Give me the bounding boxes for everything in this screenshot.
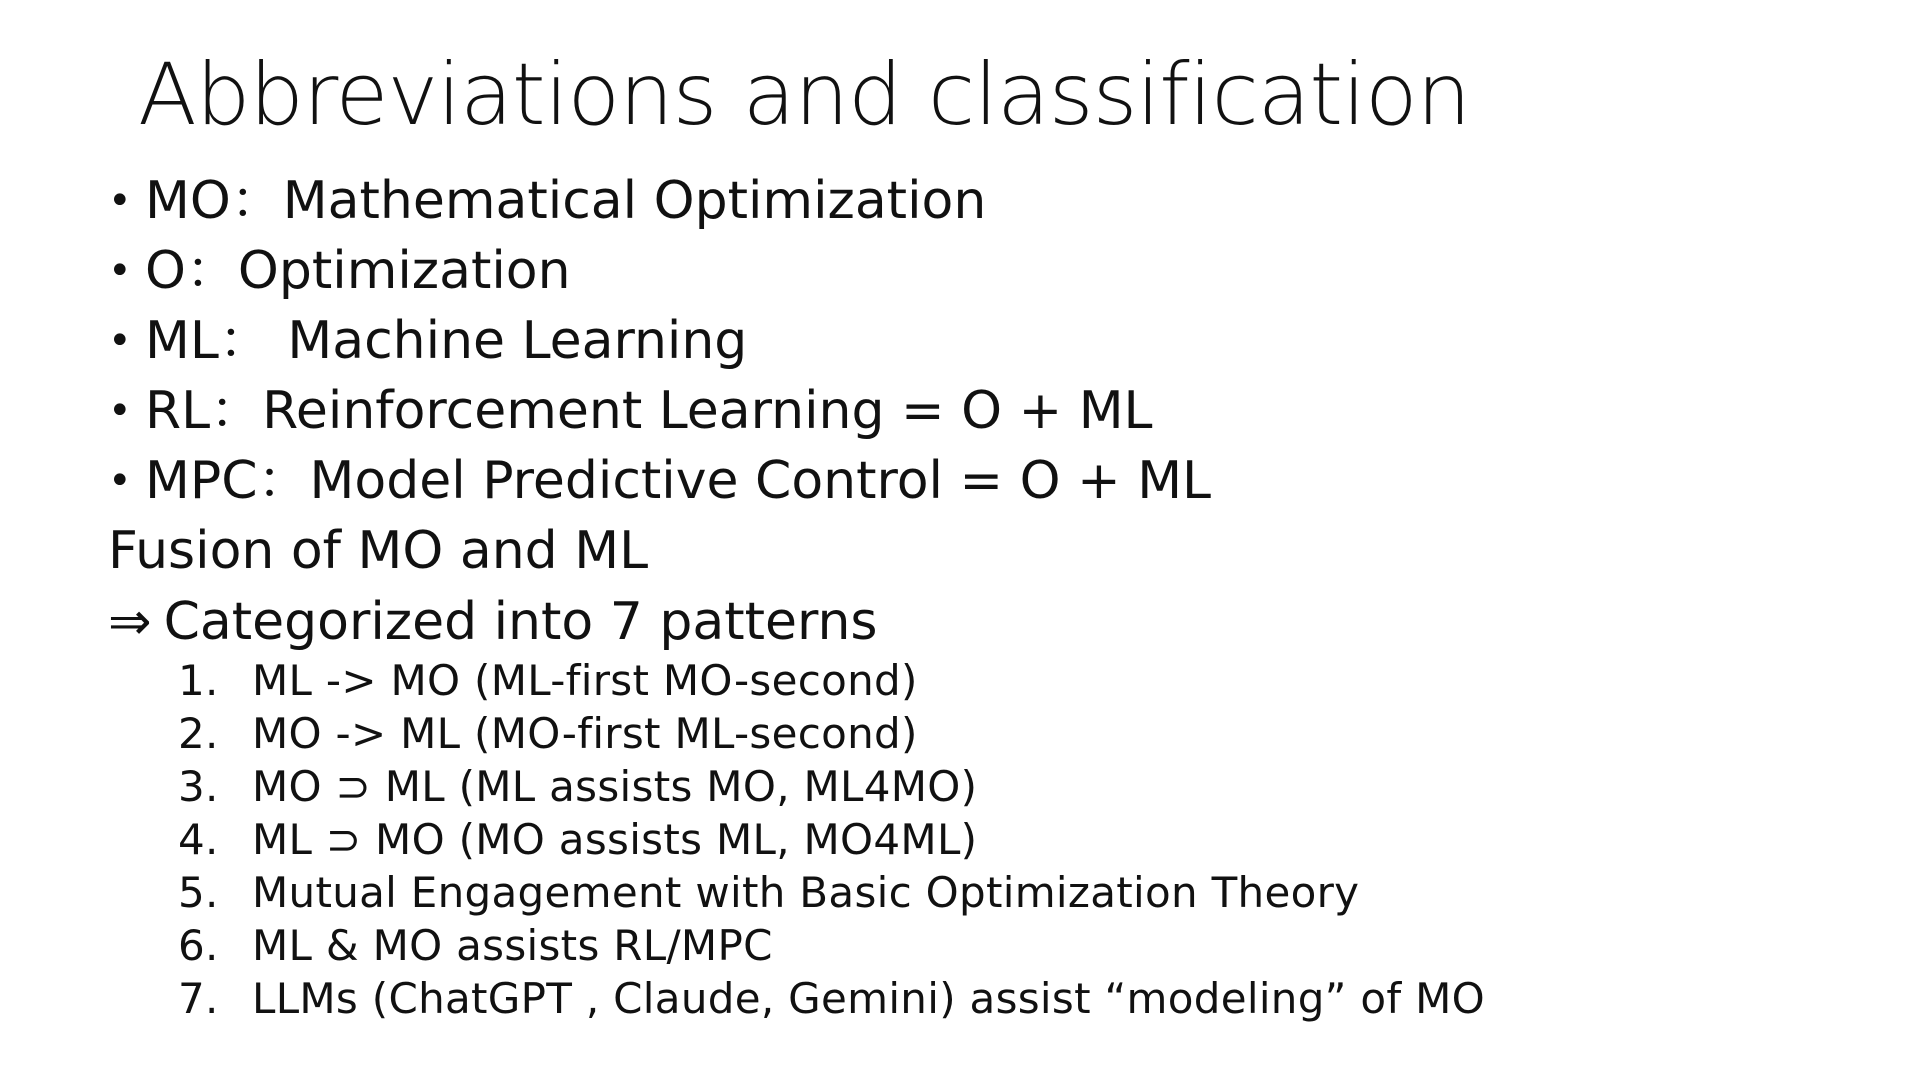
categorized-line (108, 587, 878, 657)
pattern-item (178, 813, 1485, 866)
pattern-item (178, 972, 1485, 1025)
pattern-text: LLMs (ChatGPT , Claude, Gemini) assist “modeling” of MO (252, 974, 1486, 1023)
pattern-text: MO ⊃ ML (ML assists MO, ML4MO) (252, 762, 978, 811)
fusion-heading: Fusion of MO and ML (108, 521, 649, 581)
pattern-number: 4. (178, 815, 219, 864)
pattern-text: Mutual Engagement with Basic Optimization Theory (252, 868, 1360, 917)
bullet-icon: • (108, 458, 132, 504)
abbreviation-text: RL：Reinforcement Learning = O + ML (145, 381, 1153, 441)
abbreviation-list (108, 166, 1211, 516)
abbreviation-item (108, 376, 1211, 446)
bullet-icon: • (108, 178, 132, 224)
abbreviation-item (108, 236, 1211, 306)
pattern-number: 1. (178, 656, 219, 705)
pattern-item (178, 760, 1485, 813)
abbreviation-item (108, 306, 1211, 376)
abbreviation-text: MO：Mathematical Optimization (145, 171, 987, 231)
implies-arrow-icon: ⇒ (108, 592, 152, 652)
pattern-text: ML -> MO (ML-first MO-second) (252, 656, 918, 705)
pattern-text: ML & MO assists RL/MPC (252, 921, 773, 970)
abbreviation-text: O：Optimization (145, 241, 571, 301)
categorized-text: Categorized into 7 patterns (163, 592, 878, 652)
abbreviation-item (108, 166, 1211, 236)
slide-title: Abbreviations and classification (138, 45, 1471, 145)
pattern-number: 3. (178, 762, 219, 811)
pattern-item (178, 707, 1485, 760)
pattern-item (178, 866, 1485, 919)
bullet-icon: • (108, 248, 132, 294)
pattern-item (178, 654, 1485, 707)
pattern-text: ML ⊃ MO (MO assists ML, MO4ML) (252, 815, 978, 864)
pattern-item (178, 919, 1485, 972)
pattern-number: 6. (178, 921, 219, 970)
pattern-number: 2. (178, 709, 219, 758)
bullet-icon: • (108, 318, 132, 364)
pattern-text: MO -> ML (MO-first ML-second) (252, 709, 918, 758)
pattern-number: 5. (178, 868, 219, 917)
abbreviation-text: ML： Machine Learning (145, 311, 748, 371)
pattern-list (178, 654, 1485, 1025)
bullet-icon: • (108, 388, 132, 434)
pattern-number: 7. (178, 974, 219, 1023)
abbreviation-item (108, 446, 1211, 516)
abbreviation-text: MPC：Model Predictive Control = O + ML (145, 451, 1212, 511)
